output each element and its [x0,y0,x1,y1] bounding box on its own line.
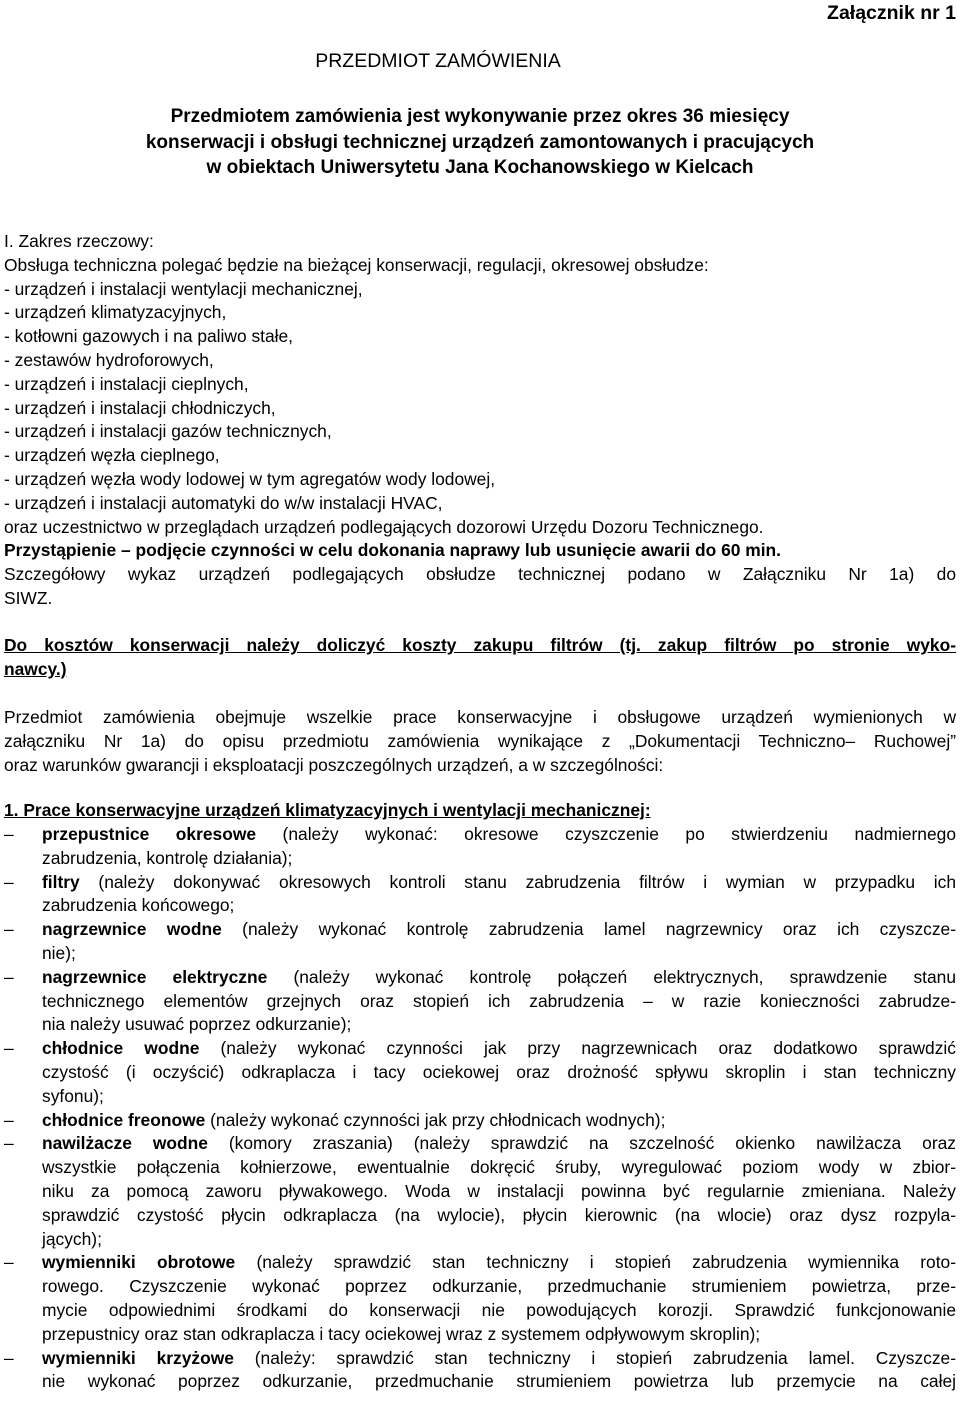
item-text: (należy wykonać kontrolę zabrudzenia lamel nagrzewnicy oraz ich czyszcze- [221,919,956,940]
item-text: zabrudzenia końcowego; [42,895,235,916]
item-text: przepustnicy oraz stan odkraplacza i tacy ociekowej wraz z systemem odpływowym skroplin); [42,1323,761,1344]
device-list-note-end: SIWZ. [4,587,53,608]
item-text: jących); [42,1228,102,1249]
item-term: chłodnice freonowe [42,1109,206,1130]
item-term: przepustnice okresowe [42,824,257,844]
scope-item: - kotłowni gazowych i na paliwo stałe, [4,326,294,347]
work-scope-intro [4,706,956,777]
scope-item: - urządzeń węzła cieplnego, [4,445,220,466]
dash-bullet: – [4,1252,14,1273]
dash-bullet: – [4,1133,14,1154]
subject-line: w obiektach Uniwersytetu Jana Kochanowskiego w Kielcach [206,157,754,178]
item-text: technicznego elementów grzejnych oraz stopień ich zabrudzenia – w razie konieczności zabrudze- [42,990,956,1011]
maintenance-item [4,1251,956,1346]
item-text: (należy: sprawdzić stan techniczny i stopień zabrudzenia lamel. Czyszcze- [233,1347,956,1368]
section-1-heading-text: 1. Prace konserwacyjne urządzeń klimatyzacyjnych i wentylacji mechanicznej: [4,800,651,820]
item-term: wymienniki obrotowe [42,1252,236,1273]
document-title [0,50,960,74]
dash-bullet: – [4,1347,14,1368]
section-1-heading [4,799,956,823]
scope-section [4,230,956,611]
filters-note [4,634,956,682]
maintenance-item [4,1347,956,1395]
item-term: wymienniki krzyżowe [42,1347,234,1368]
item-text: sprawdzić czystość płycin odkraplacza (na wylocie), płycin kierownic (na wlocie) oraz dysz rozpyla- [42,1204,956,1225]
scope-item: - urządzeń węzła wody lodowej w tym agregatów wody lodowej, [4,468,496,489]
maintenance-item [4,823,956,871]
item-text: (należy wykonać: okresowe czyszczenie po stwierdzeniu nadmiernego [256,824,956,844]
subject-line: konserwacji i obsługi technicznej urządzeń zamontowanych i pracujących [145,131,815,153]
subject-line: Przedmiotem zamówienia jest wykonywanie przez okres 36 miesięcy [170,106,790,127]
item-text: zabrudzenia, kontrolę działania); [42,847,293,868]
dash-bullet: – [4,966,14,987]
item-text: nia należy usuwać poprzez odkurzanie); [42,1014,352,1035]
dash-bullet: – [4,1038,14,1059]
dash-bullet: – [4,871,14,892]
item-text: (należy sprawdzić stan techniczny i stopień zabrudzenia wymiennika roto- [235,1252,957,1273]
work-scope-line: załączniku Nr 1a) do opisu przedmiotu zamówienia wynikające z „Dokumentacji Techniczno– Ruchowej” [4,730,956,751]
scope-intro: Obsługa techniczna polegać będzie na bieżącej konserwacji, regulacji, okresowej obsłudze: [4,254,709,275]
order-subject [0,104,960,181]
item-text: nie); [42,942,76,963]
maintenance-list [4,823,956,1394]
udt-inspection-note: oraz uczestnictwo w przeglądach urządzeń podlegających dozorowi Urzędu Dozoru Technicznego. [4,516,764,537]
scope-item: - urządzeń i instalacji automatyki do w/w instalacji HVAC, [4,492,443,513]
dash-bullet: – [4,919,14,940]
item-term: nagrzewnice wodne [42,919,222,940]
work-scope-line: oraz warunków gwarancji i eksploatacji poszczególnych urządzeń, a w szczególności: [4,754,664,775]
item-term: nawilżacze wodne [42,1133,208,1154]
item-term: filtry [42,871,80,892]
maintenance-item [4,966,956,1037]
item-term: nagrzewnice elektryczne [42,966,268,987]
maintenance-item [4,1132,956,1251]
scope-item: - zestawów hydroforowych, [4,349,214,370]
item-text: (należy dokonywać okresowych kontroli stanu zabrudzenia filtrów i wymian w przypadku ich [79,871,956,892]
item-text: (należy wykonać czynności jak przy chłodnicach wodnych); [205,1109,666,1130]
filters-note-line: Do kosztów konserwacji należy doliczyć koszty zakupu filtrów (tj. zakup filtrów po stronie wyko- [4,635,956,655]
item-text: niku za pomocą zaworu pływakowego. Woda w instalacji powinna być regularnie zmieniana. Należy [42,1180,956,1201]
scope-heading: I. Zakres rzeczowy: [4,231,154,251]
scope-item: - urządzeń i instalacji chłodniczych, [4,397,276,418]
work-scope-line: Przedmiot zamówienia obejmuje wszelkie prace konserwacyjne i obsługowe urządzeń wymienionych w [4,707,956,727]
filters-note-line: nawcy.) [4,658,67,679]
maintenance-item [4,918,956,966]
item-text: (komory zraszania) (należy sprawdzić na szczelność okienko nawilżacza oraz [207,1133,956,1154]
device-list-note: Szczegółowy wykaz urządzeń podlegających obsłudze technicznej podano w Załączniku Nr 1a) do [4,564,956,585]
item-text: czystość (i oczyścić) odkraplacza i tacy ociekowej oraz drożność spływu skroplin i stan techniczny [42,1061,956,1082]
item-text: mycie odpowiednimi środkami do konserwacji nie powodujących korozji. Sprawdzić funkcjonowanie [42,1299,956,1320]
item-text: (należy wykonać kontrolę połączeń elektrycznych, sprawdzenie stanu [267,966,957,987]
response-time-note: Przystąpienie – podjęcie czynności w celu dokonania naprawy lub usunięcie awarii do 60 min. [4,540,782,561]
document-title-text: PRZEDMIOT ZAMÓWIENIA [315,50,561,72]
annex-label: Załącznik nr 1 [827,2,956,24]
scope-item: - urządzeń i instalacji gazów technicznych, [4,421,332,442]
item-text: nie wykonać poprzez odkurzanie, przedmuchanie strumieniem powietrza lub przemycie na całej [42,1371,956,1392]
maintenance-item [4,1037,956,1108]
item-text: (należy wykonać czynności jak przy nagrzewnicach oraz dodatkowo sprawdzić [199,1038,956,1059]
dash-bullet: – [4,824,14,844]
scope-item: - urządzeń i instalacji wentylacji mechanicznej, [4,278,363,299]
item-term: chłodnice wodne [42,1038,200,1059]
dash-bullet: – [4,1109,14,1130]
item-text: wszystkie połączenia kołnierzowe, ewentualnie dokręcić śruby, wyregulować poziom wody w zbior- [42,1157,956,1178]
maintenance-item [4,1109,956,1133]
item-text: syfonu); [42,1085,104,1106]
item-text: rowego. Czyszczenie wykonać poprzez odkurzanie, przedmuchanie strumieniem powietrza, prze- [42,1276,956,1297]
scope-item: - urządzeń i instalacji cieplnych, [4,373,249,394]
scope-item: - urządzeń klimatyzacyjnych, [4,302,227,323]
maintenance-item [4,871,956,919]
